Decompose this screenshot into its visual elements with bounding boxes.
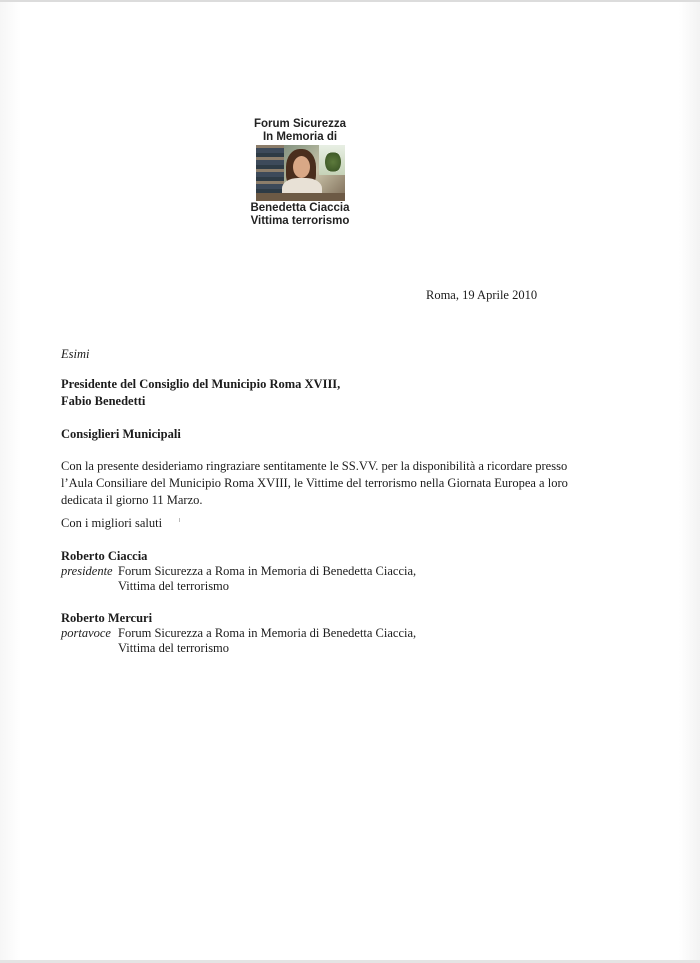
photo-plant: [325, 151, 341, 173]
signatory-1-role: presidente: [61, 564, 113, 578]
body-line-2: l’Aula Consiliare del Municipio Roma XVIII, le Vittime del terrorismo nella Giornata Europea a loro: [61, 476, 568, 490]
recipient-line-1: Presidente del Consiglio del Municipio Roma XVIII,: [61, 377, 341, 391]
signatory-1-org: Forum Sicurezza a Roma in Memoria di Benedetta Ciaccia,: [118, 564, 417, 578]
memorial-photo: [256, 145, 345, 201]
signatory-2-name: Roberto Mercuri: [61, 611, 153, 625]
body-line-3: dedicata il giorno 11 Marzo.: [61, 493, 203, 507]
signatory-1-name: Roberto Ciaccia: [61, 549, 148, 563]
letterhead-line-2: In Memoria di: [262, 131, 338, 143]
salutation: Esimi: [61, 347, 90, 361]
letterhead-line-1: Forum Sicurezza: [253, 118, 347, 130]
letter-date: Roma, 19 Aprile 2010: [426, 288, 538, 302]
letter-body: [61, 458, 621, 509]
photo-face: [293, 156, 310, 178]
signatory-2-org: Forum Sicurezza a Roma in Memoria di Benedetta Ciaccia,: [118, 626, 417, 640]
scan-speck: [179, 518, 180, 522]
letterhead-line-3: Benedetta Ciaccia: [250, 202, 350, 214]
photo-table: [256, 193, 345, 201]
signatory-2-org-line-2: Vittima del terrorismo: [118, 641, 230, 655]
signatory-2-role: portavoce: [61, 626, 111, 640]
scan-edge-top: [0, 0, 700, 2]
body-line-1: Con la presente desideriamo ringraziare sentitamente le SS.VV. per la disponibilità a ricordare presso: [61, 459, 568, 473]
letterhead: [230, 118, 370, 228]
signatory-1-org-line-2: Vittima del terrorismo: [118, 579, 230, 593]
recipient-group: Consiglieri Municipali: [61, 427, 181, 441]
recipient-line-2: Fabio Benedetti: [61, 394, 146, 408]
closing: Con i migliori saluti: [61, 516, 163, 530]
letterhead-line-4: Vittima terrorismo: [250, 215, 350, 227]
